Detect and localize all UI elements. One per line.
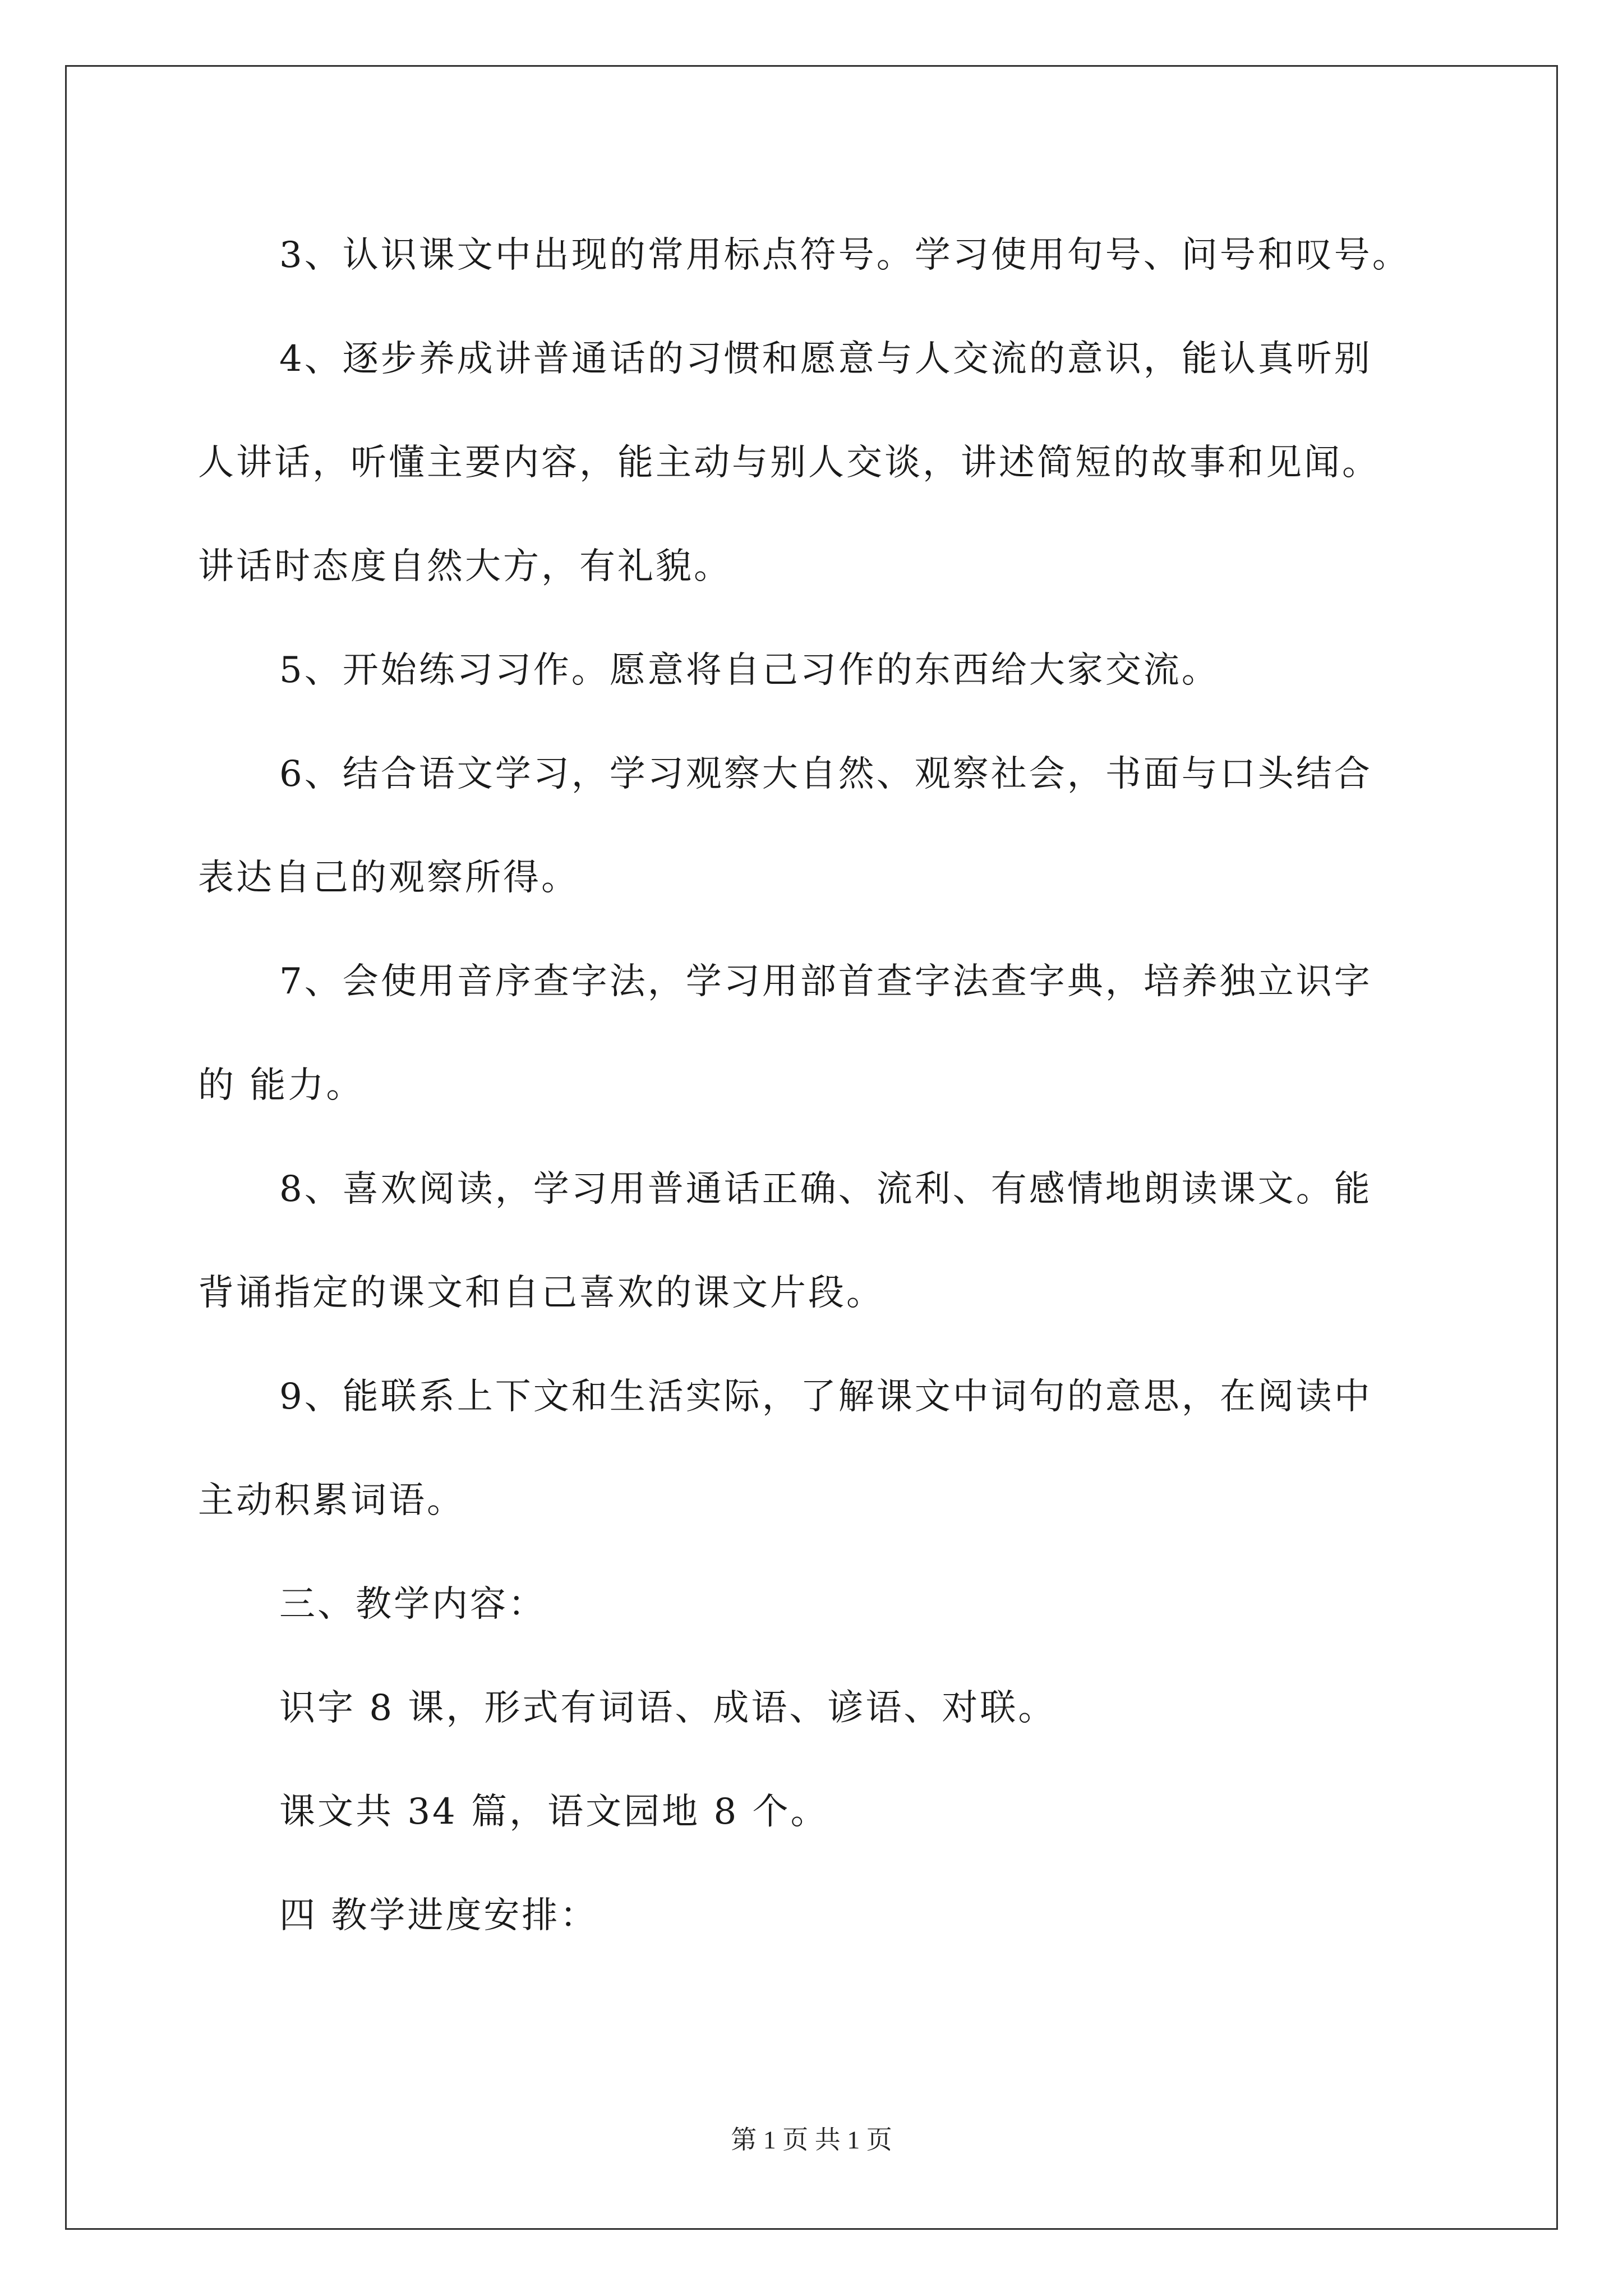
section-heading: 四 教学进度安排： [279,1895,598,1936]
section-heading: 三、教学内容： [279,1584,546,1625]
text-line: 3、认识课文中出现的常用标点符号。学习使用句号、问号和叹号。 [279,234,1410,276]
text-line: 讲话时态度自然大方，有礼貌。 [198,546,732,587]
text-line: 9、能联系上下文和生活实际，了解课文中词句的意思，在阅读中 [279,1376,1372,1418]
text-line: 的 能力。 [198,1065,365,1106]
text-line: 5、开始练习习作。愿意将自己习作的东西给大家交流。 [279,650,1220,691]
text-line: 人讲话，听懂主要内容，能主动与别人交谈，讲述简短的故事和见闻。 [198,442,1380,484]
text-line: 7、会使用音序查字法，学习用部首查字法查字典，培养独立识字 [279,961,1372,1002]
page-footer: 第 1 页 共 1 页 [731,2125,892,2154]
text-line: 识字 8 课，形式有词语、成语、谚语、对联。 [279,1687,1057,1729]
text-line: 8、喜欢阅读，学习用普通话正确、流利、有感情地朗读课文。能 [279,1168,1372,1210]
text-line: 表达自己的观察所得。 [198,857,579,899]
text-line: 6、结合语文学习，学习观察大自然、观察社会，书面与口头结合 [279,753,1372,795]
text-line: 主动积累词语。 [198,1480,465,1521]
text-line: 背诵指定的课文和自己喜欢的课文片段。 [198,1272,884,1314]
text-line: 课文共 34 篇，语文园地 8 个。 [279,1791,829,1833]
text-line: 4、逐步养成讲普通话的习惯和愿意与人交流的意识，能认真听别 [279,338,1372,380]
